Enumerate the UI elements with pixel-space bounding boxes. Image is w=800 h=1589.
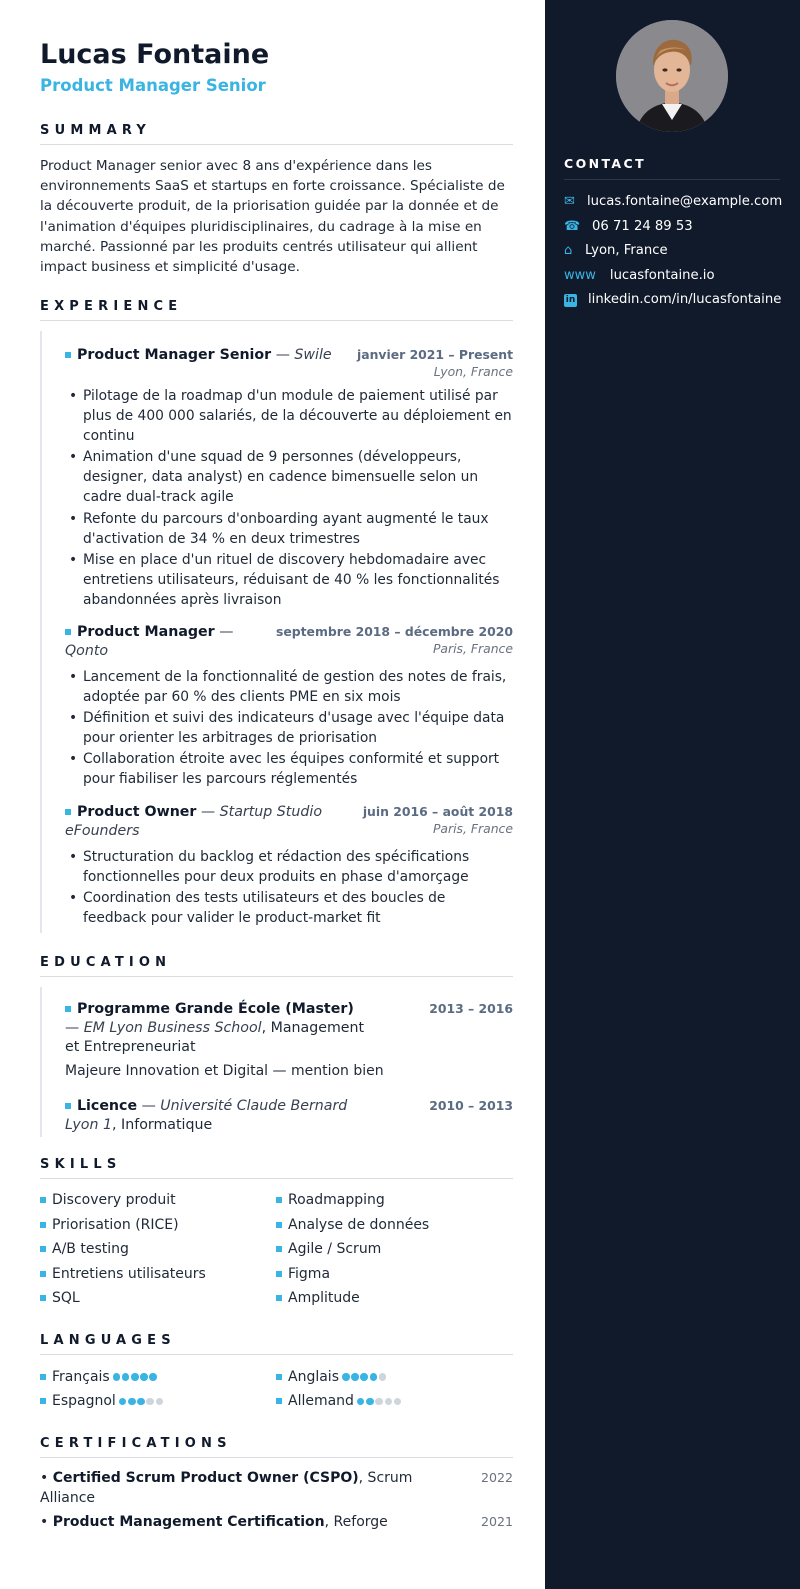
school: EM Lyon Business School — [83, 1019, 262, 1036]
certification-year: 2021 — [480, 1514, 513, 1530]
level-dot-filled — [137, 1398, 145, 1406]
education-heading: EDUCATION — [40, 955, 513, 977]
bullet-square-icon — [40, 1374, 46, 1380]
contact-list — [564, 190, 783, 313]
experience-heading: EXPERIENCE — [40, 299, 513, 321]
job-bullet: • Structuration du backlog et rédaction des spécifications fonctionnelles pour deux produits en phase d'amorçage — [65, 847, 513, 887]
field: , Informatique — [112, 1116, 213, 1133]
job-bullet: • Coordination des tests utilisateurs et des boucles de feedback pour valider le product-market fit — [65, 888, 513, 928]
job-role: Product Manager — [77, 623, 215, 640]
profile-photo — [616, 20, 728, 132]
experience-timeline — [40, 331, 513, 933]
level-dot-empty — [385, 1398, 393, 1406]
level-dot-filled — [149, 1373, 157, 1381]
level-dot-filled — [357, 1398, 365, 1406]
education-timeline — [40, 987, 513, 1137]
job-dates: janvier 2021 – Present — [356, 347, 513, 363]
education-entry: Programme Grande École (Master) — EM Lyon Business School, Management et Entrepreneuriat 2013 – 2016 Majeure Innovation et Digital — mention bien — [65, 1000, 513, 1079]
level-dot-filled — [366, 1398, 374, 1406]
contact-website[interactable]: www lucasfontaine.io — [564, 264, 780, 289]
phone-icon: ☎ — [564, 218, 581, 234]
home-icon: ⌂ — [564, 243, 573, 259]
certification-name: Certified Scrum Product Owner (CSPO) — [52, 1470, 359, 1487]
bullet-square-icon — [276, 1246, 282, 1252]
job-dates: juin 2016 – août 2018 — [362, 803, 513, 819]
bullet-square-icon — [276, 1222, 282, 1228]
level-dot-filled — [119, 1398, 127, 1406]
job-bullet: • Mise en place d'un rituel de discovery hebdomadaire avec entretiens utilisateurs, réduisant de 40 % les fonctionnalités abandonnées après livraison — [65, 550, 513, 610]
job-bullet: • Définition et suivi des indicateurs d'usage avec l'équipe data pour orienter les arbitrages de priorisation — [65, 708, 513, 748]
certification-item: • Product Management Certification, Reforge 2021 — [40, 1514, 513, 1531]
school: Université Claude Bernard Lyon 1 — [65, 1097, 348, 1133]
skills-grid — [40, 1188, 513, 1311]
job-company: Swile — [294, 347, 332, 364]
degree: Programme Grande École (Master) — [77, 1000, 354, 1017]
level-dot-empty — [375, 1398, 383, 1406]
job-bullet: • Lancement de la fonctionnalité de gestion des notes de frais, adoptée par 60 % des clients PME en six mois — [65, 667, 513, 707]
resume-sidebar — [545, 0, 800, 1589]
contact-linkedin[interactable]: in linkedin.com/in/lucasfontaine — [565, 292, 782, 308]
bullet-square-icon — [40, 1398, 46, 1404]
skill-item: Figma — [276, 1262, 512, 1287]
summary-text: Product Manager senior avec 8 ans d'expérience dans les environnements SaaS et startups en forte croissance. Spécialiste de la découverte produit, de la priorisation guidée par la donnée et de l'animation d'équipes pluridisciplinaires, du cadrage à la mise en marché. Passionné par les produits centrés utilisateur qui allient impact business et simplicité d'usage. — [40, 158, 505, 276]
candidate-title: Product Manager Senior — [40, 76, 266, 95]
job-role: Product Manager Senior — [77, 347, 272, 364]
bullet-square-icon — [40, 1246, 46, 1252]
skill-item: Discovery produit — [40, 1188, 276, 1213]
contact-email[interactable]: ✉ lucas.fontaine@example.com — [564, 190, 780, 215]
job-dates: septembre 2018 – décembre 2020 — [275, 623, 513, 639]
bullet-square-icon — [65, 1006, 71, 1012]
job-bullet: • Pilotage de la roadmap d'un module de paiement utilisé par plus de 400 000 salariés, de la découverte au déploiement en continu — [65, 386, 513, 446]
bullet-square-icon — [40, 1295, 46, 1301]
certification-issuer: , Scrum Alliance — [40, 1470, 413, 1507]
contact-phone[interactable]: ☎ 06 71 24 89 53 — [564, 215, 780, 240]
level-dot-filled — [122, 1373, 130, 1381]
degree: Licence — [77, 1097, 138, 1114]
contact-heading: CONTACT — [564, 156, 780, 180]
bullet-square-icon — [40, 1271, 46, 1277]
level-dot-filled — [351, 1373, 359, 1381]
level-dot-filled — [342, 1373, 350, 1381]
field: , Management et Entrepreneuriat — [65, 1019, 365, 1055]
job-bullets — [65, 386, 513, 610]
contact-location: ⌂ Lyon, France — [564, 239, 780, 264]
level-dot-filled — [131, 1373, 139, 1381]
languages-heading: LANGUAGES — [40, 1333, 513, 1355]
skill-item: Analyse de données — [276, 1213, 512, 1238]
bullet-square-icon — [40, 1197, 46, 1203]
education-note: Majeure Innovation et Digital — mention bien — [65, 1062, 384, 1079]
job-location: Paris, France — [432, 820, 513, 836]
bullet-square-icon — [276, 1374, 282, 1380]
skill-item: Entretiens utilisateurs — [40, 1262, 276, 1287]
bullet-square-icon — [276, 1295, 282, 1301]
envelope-icon: ✉ — [564, 194, 575, 209]
level-dot-empty — [156, 1398, 164, 1406]
language-item: Espagnol — [40, 1389, 276, 1414]
language-level-dots — [357, 1389, 403, 1414]
job-entry: Product Manager — Qonto septembre 2018 – décembre 2020 Paris, France • Lancement de la fonctionnalité de gestion des notes de frais, adoptée par 60 % des clients PME en six mois • Définition et suivi des indicateurs d'usage avec l'équipe data pour orienter les arbitrages de priorisation • Collaboration étroite avec les équipes conformité et support pour fiabiliser les parcours réglementés — [65, 611, 513, 789]
skill-item: Roadmapping — [276, 1188, 512, 1213]
skill-item: Amplitude — [276, 1286, 512, 1311]
job-bullet: • Animation d'une squad de 9 personnes (développeurs, designer, data analyst) en cadence bimensuelle selon un cadre dual-track agile — [65, 447, 513, 507]
job-location: Paris, France — [432, 640, 513, 656]
level-dot-empty — [394, 1398, 402, 1406]
job-bullet: • Refonte du parcours d'onboarding ayant augmenté le taux d'activation de 34 % en deux trimestres — [65, 509, 513, 549]
language-level-dots — [119, 1389, 165, 1414]
portrait-image — [616, 20, 728, 132]
candidate-name: Lucas Fontaine — [40, 39, 270, 70]
skill-item: Agile / Scrum — [276, 1237, 512, 1262]
level-dot-filled — [113, 1373, 121, 1381]
languages-grid — [40, 1365, 513, 1414]
job-location: Lyon, France — [433, 364, 513, 380]
bullet-square-icon — [65, 352, 71, 358]
job-entry: Product Manager Senior — Swile janvier 2021 – Present Lyon, France • Pilotage de la roadmap d'un module de paiement utilisé par plus de 400 000 salariés, de la découverte au déploiement en continu • Animation d'une squad de 9 personnes (développeurs, designer, data analyst) en cadence bimensuelle selon un cadre dual-track agile • Refonte du parcours d'onboarding ayant augmenté le taux d'activation de 34 % en deux trimestres • Mise en place d'un rituel de discovery hebdomadaire avec entretiens utilisateurs, réduisant de 40 % les fonctionnalités abandonnées après livraison — [65, 331, 513, 610]
education-entry: Licence — Université Claude Bernard Lyon 1, Informatique 2010 – 2013 — [65, 1097, 513, 1133]
certification-year: 2022 — [480, 1470, 513, 1486]
job-bullets — [65, 847, 513, 928]
education-dates: 2013 – 2016 — [429, 1000, 513, 1016]
bullet-square-icon — [65, 629, 71, 635]
job-entry: Product Owner — Startup Studio eFounders juin 2016 – août 2018 Paris, France • Structuration du backlog et rédaction des spécifications fonctionnelles pour deux produits en phase d'amorçage • Coordination des tests utilisateurs et des boucles de feedback pour valider le product-market fit — [65, 791, 513, 933]
level-dot-empty — [379, 1373, 387, 1381]
job-company: Qonto — [65, 642, 109, 659]
bullet-square-icon — [65, 809, 71, 815]
level-dot-filled — [140, 1373, 148, 1381]
language-item: Français — [40, 1365, 276, 1390]
level-dot-filled — [360, 1373, 368, 1381]
skill-item: A/B testing — [40, 1237, 276, 1262]
skill-item: SQL — [40, 1286, 276, 1311]
linkedin-icon: in — [565, 295, 576, 306]
education-dates: 2010 – 2013 — [429, 1097, 513, 1113]
level-dot-filled — [370, 1373, 378, 1381]
certification-item: • Certified Scrum Product Owner (CSPO), Scrum Alliance 2022 — [40, 1470, 513, 1507]
level-dot-filled — [128, 1398, 136, 1406]
bullet-square-icon — [276, 1398, 282, 1404]
language-level-dots — [342, 1365, 388, 1390]
summary-heading: SUMMARY — [40, 123, 513, 145]
skill-item: Priorisation (RICE) — [40, 1213, 276, 1238]
bullet-square-icon — [276, 1271, 282, 1277]
job-company: Startup Studio eFounders — [65, 803, 322, 839]
certification-issuer: , Reforge — [324, 1514, 388, 1531]
certifications-heading: CERTIFICATIONS — [40, 1436, 513, 1458]
certification-name: Product Management Certification — [52, 1514, 325, 1531]
level-dot-empty — [146, 1398, 154, 1406]
bullet-square-icon — [65, 1103, 71, 1109]
language-item: Anglais — [276, 1365, 512, 1390]
job-bullets — [65, 667, 513, 789]
language-item: Allemand — [276, 1389, 512, 1414]
bullet-square-icon — [40, 1222, 46, 1228]
language-level-dots — [113, 1365, 159, 1390]
job-role: Product Owner — [77, 803, 197, 820]
job-bullet: • Collaboration étroite avec les équipes conformité et support pour fiabiliser les parcours réglementés — [65, 749, 513, 789]
skills-heading: SKILLS — [40, 1157, 513, 1179]
bullet-square-icon — [276, 1197, 282, 1203]
web-icon: www — [564, 267, 596, 283]
